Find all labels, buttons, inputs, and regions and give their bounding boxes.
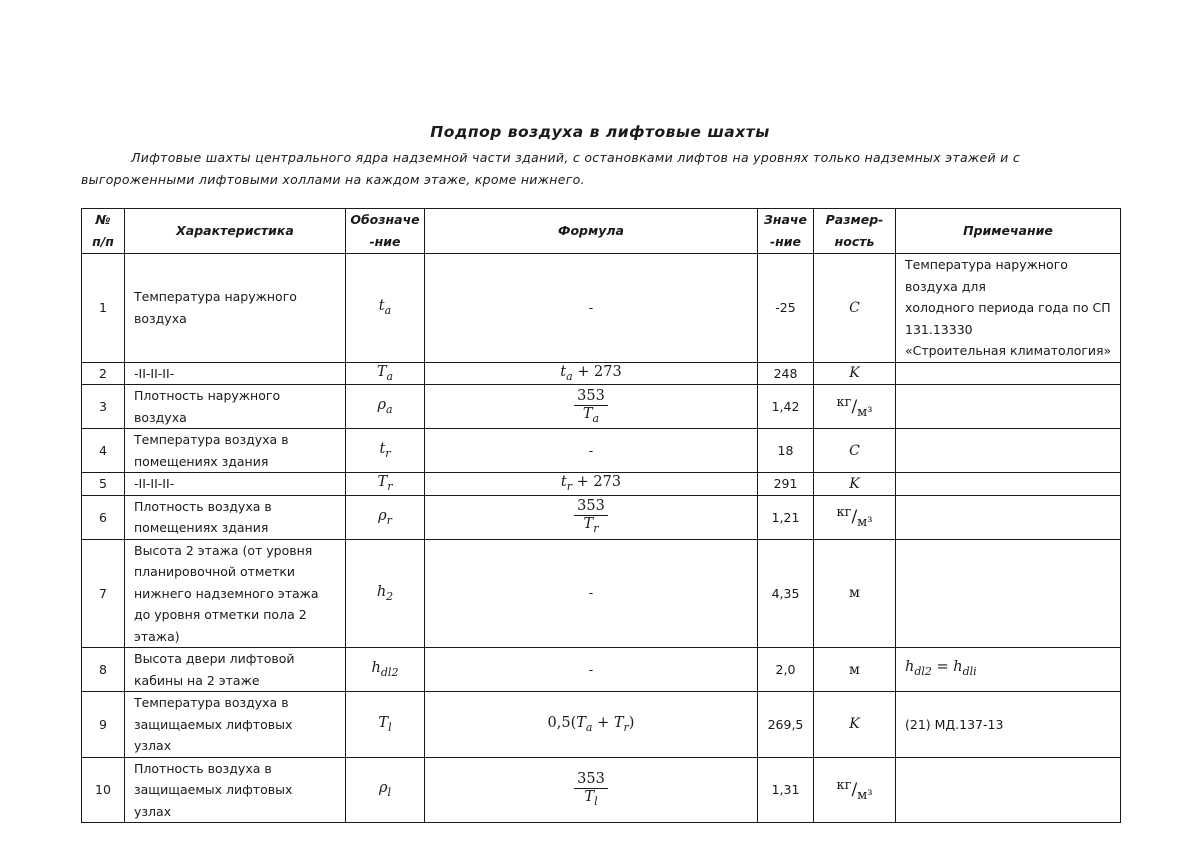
symbol-sub-text: l (388, 720, 392, 734)
formula-rest: + 273 (572, 474, 622, 491)
symbol-sub (385, 304, 392, 317)
symbol-sub-text: a (385, 402, 393, 416)
table-row (82, 473, 1121, 496)
row-number: 6 (99, 509, 107, 525)
cell-unit (814, 539, 896, 648)
table-row (82, 362, 1121, 385)
table-row (82, 648, 1121, 692)
cell-symbol (346, 362, 425, 385)
characteristic-line: Высота 2 этажа (от уровня (134, 542, 313, 558)
characteristic-line: Температура воздуха в (134, 695, 289, 710)
formula-text: - (588, 661, 594, 677)
cell-unit (814, 473, 896, 496)
unit-numerator: кг (836, 505, 852, 520)
cell-value (758, 692, 814, 758)
value-text: 1,31 (771, 782, 800, 798)
unit-text: C (849, 442, 860, 459)
unit-numerator: кг (836, 777, 852, 793)
cell-value (758, 539, 814, 648)
symbol-sub-text: r (386, 513, 392, 527)
fraction-numerator: 353 (574, 771, 608, 789)
symbol-sub (387, 370, 394, 383)
formula-fraction (574, 498, 608, 535)
formula-var-b-base: T (613, 714, 624, 731)
fraction-denominator-var-sub (593, 411, 600, 424)
formula-var-base: t (560, 363, 567, 380)
cell-symbol (346, 385, 425, 429)
symbol-base: h (376, 583, 387, 600)
cell-note (896, 692, 1121, 758)
symbol (378, 507, 392, 527)
formula-var (560, 363, 573, 383)
cell-value (758, 473, 814, 496)
cell-note (896, 362, 1121, 385)
header-note: Примечание (896, 209, 1121, 254)
formula-var-a-sub-text: a (585, 720, 593, 734)
formula-fraction (574, 388, 608, 425)
page-title: Подпор воздуха в лифтовые шахты (430, 123, 770, 141)
symbol (371, 660, 399, 679)
cell-characteristic (125, 429, 346, 473)
formula-operator: + (592, 714, 614, 731)
unit-density (836, 394, 873, 420)
value-text: 1,21 (771, 509, 800, 525)
value-text: -25 (775, 300, 796, 316)
cell-symbol (346, 692, 425, 758)
row-number: 1 (99, 300, 107, 316)
symbol (377, 474, 393, 494)
cell-unit (814, 495, 896, 539)
cell-symbol (346, 757, 425, 823)
symbol-sub (386, 590, 393, 603)
cell-formula (425, 692, 758, 758)
formula-var-a-base: T (576, 714, 586, 731)
row-number: 3 (99, 399, 107, 414)
unit-density (836, 505, 873, 530)
characteristic-line: -II-II-II- (134, 365, 175, 381)
characteristic-line: Плотность воздуха в (134, 760, 272, 776)
unit-text: м (849, 585, 860, 602)
cell-note (896, 473, 1121, 496)
symbol-sub-text: dl2 (380, 665, 399, 679)
value-text: 18 (777, 443, 794, 458)
unit-slash: / (851, 779, 858, 800)
fraction-denominator (574, 789, 608, 809)
note-equals: = (931, 658, 954, 675)
fraction-denominator-var-sub (593, 522, 598, 535)
characteristic-line: Плотность наружного (134, 388, 281, 403)
value-text: 4,35 (771, 585, 800, 601)
symbol-sub (381, 666, 399, 679)
table-row (82, 385, 1121, 429)
fraction-denominator-var-sub-text: a (592, 411, 600, 425)
cell-value (758, 362, 814, 385)
symbol-sub-text: l (387, 786, 392, 800)
formula-var (560, 474, 573, 494)
cell-value (758, 648, 814, 692)
cell-symbol (346, 648, 425, 692)
cell-formula (425, 473, 758, 496)
symbol (378, 714, 392, 734)
formula-operator: ) (628, 714, 635, 731)
fraction-denominator-var-base: T (583, 516, 594, 533)
cell-characteristic (125, 254, 346, 363)
note-rhs (953, 658, 977, 678)
intro-paragraph: Лифтовые шахты центрального ядра надземной части зданий, с остановками лифтов на уровнях только надземных этажей и с выгороженными лифтовыми холлами на каждом этаже, кроме нижнего. (81, 150, 1021, 187)
cell-note (896, 429, 1121, 473)
note-lhs-base: h (905, 658, 915, 675)
symbol (379, 441, 391, 460)
value-text: 291 (773, 476, 798, 492)
unit-denominator: м³ (857, 787, 873, 803)
row-number: 8 (99, 662, 107, 677)
header-unit: Размер- ность (814, 209, 896, 254)
cell-note (896, 495, 1121, 539)
cell-value (758, 429, 814, 473)
row-number: 10 (95, 782, 111, 798)
cell-formula (425, 362, 758, 385)
fraction-denominator-var-base: T (582, 405, 593, 422)
formula-text: - (588, 299, 594, 315)
symbol-sub (388, 786, 392, 799)
symbol-base: t (378, 298, 385, 315)
cell-characteristic (125, 539, 346, 648)
cell-value (758, 254, 814, 363)
note-lhs-sub-text: dl2 (914, 664, 932, 678)
formula-var-sub-text: r (566, 480, 573, 494)
note-rhs-sub (963, 665, 977, 678)
cell-unit (814, 757, 896, 823)
header-formula: Формула (425, 209, 758, 254)
cell-formula (425, 757, 758, 823)
cell-note (896, 385, 1121, 429)
cell-number (82, 385, 125, 429)
row-number: 5 (99, 476, 107, 492)
characteristic-line: Высота двери лифтовой (134, 651, 295, 666)
symbol-sub (387, 513, 392, 526)
symbol (378, 780, 392, 800)
unit-text: м (849, 661, 860, 678)
cell-unit (814, 362, 896, 385)
cell-note (896, 254, 1121, 363)
symbol (376, 583, 394, 603)
note-line: холодного периода года по СП 131.13330 (905, 300, 1111, 337)
cell-unit (814, 254, 896, 363)
fraction-denominator (574, 516, 608, 536)
symbol-base: h (371, 660, 381, 677)
cell-number (82, 648, 125, 692)
cell-characteristic (125, 757, 346, 823)
symbol-sub-text: r (387, 480, 393, 494)
symbol-base: T (378, 714, 389, 731)
parameters-table (81, 208, 1121, 823)
cell-number (82, 254, 125, 363)
cell-symbol (346, 495, 425, 539)
cell-symbol (346, 429, 425, 473)
characteristic-line: защищаемых лифтовых (134, 716, 293, 732)
header-symbol: Обозначе -ние (346, 209, 425, 254)
note-lhs-sub (914, 665, 932, 678)
cell-characteristic (125, 648, 346, 692)
formula-var-base: t (560, 474, 567, 491)
cell-formula (425, 254, 758, 363)
cell-value (758, 385, 814, 429)
cell-note (896, 648, 1121, 692)
formula-text: - (588, 585, 594, 601)
table-row (82, 495, 1121, 539)
characteristic-line: защищаемых лифтовых (134, 782, 293, 797)
row-number: 7 (99, 585, 107, 601)
fraction-denominator-var-sub-text: r (593, 521, 599, 535)
characteristic-line: нижнего надземного этажа (134, 585, 319, 601)
symbol (377, 397, 393, 416)
unit-numerator: кг (836, 394, 852, 410)
formula-var-b-sub-text: r (623, 720, 629, 734)
cell-number (82, 362, 125, 385)
note-line: «Строительная климатология» (905, 343, 1112, 358)
cell-formula (425, 539, 758, 648)
formula-operator: ( (570, 714, 577, 731)
table-row (82, 429, 1121, 473)
symbol-base: ρ (378, 507, 387, 524)
fraction-denominator-var-sub-text: l (594, 794, 598, 808)
fraction-denominator-var (583, 516, 599, 535)
characteristic-line: узлах (134, 738, 172, 753)
characteristic-line: кабины на 2 этаже (134, 672, 260, 688)
characteristic-line: планировочной отметки (134, 564, 296, 579)
characteristic-line: Температура наружного (134, 289, 297, 305)
cell-characteristic (125, 385, 346, 429)
characteristic-line: узлах (134, 803, 172, 819)
value-text: 1,42 (771, 399, 800, 414)
cell-value (758, 495, 814, 539)
unit-text: C (849, 299, 860, 316)
cell-note (896, 539, 1121, 648)
symbol-base: T (376, 363, 387, 380)
formula-sum (560, 363, 622, 383)
symbol-sub (386, 403, 393, 416)
fraction-denominator-var (584, 788, 598, 808)
row-number: 2 (99, 365, 107, 381)
cell-characteristic (125, 692, 346, 758)
symbol-base: ρ (377, 397, 386, 414)
symbol (376, 363, 394, 383)
symbol-base: ρ (378, 780, 388, 797)
unit-denominator: м³ (857, 404, 873, 420)
value-text: 248 (773, 365, 798, 381)
characteristic-line: Температура воздуха в (134, 432, 289, 447)
table-body (82, 254, 1121, 823)
cell-number (82, 692, 125, 758)
value-text: 269,5 (767, 716, 804, 732)
cell-note (896, 757, 1121, 823)
fraction-numerator: 353 (574, 498, 608, 516)
formula-mean (547, 714, 635, 734)
cell-symbol (346, 473, 425, 496)
cell-number (82, 473, 125, 496)
row-number: 4 (99, 443, 107, 458)
cell-value (758, 757, 814, 823)
symbol-sub (387, 480, 392, 493)
fraction-denominator-var (582, 405, 600, 425)
characteristic-line: -II-II-II- (134, 476, 175, 491)
unit-slash: / (851, 507, 858, 527)
characteristic-line: помещениях здания (134, 520, 269, 535)
symbol-base: T (377, 474, 388, 491)
symbol-sub-text: a (384, 304, 392, 318)
note-equation (905, 658, 977, 678)
note-line: (21) МД.137-13 (905, 716, 1004, 732)
symbol (378, 298, 392, 318)
header-number: № п/п (82, 209, 125, 254)
characteristic-line: помещениях здания (134, 453, 269, 469)
table-row (82, 539, 1121, 648)
cell-characteristic (125, 495, 346, 539)
cell-characteristic (125, 362, 346, 385)
unit-text: K (849, 716, 860, 733)
unit-slash: / (851, 396, 858, 417)
value-text: 2,0 (775, 662, 796, 677)
formula-var-sub-text: a (566, 369, 573, 383)
note-rhs-base: h (953, 658, 963, 675)
fraction-denominator (574, 406, 608, 426)
table-row (82, 692, 1121, 758)
cell-unit (814, 429, 896, 473)
note-line: Температура наружного воздуха для (905, 257, 1068, 294)
formula-fraction (574, 771, 608, 808)
characteristic-line: воздуха (134, 409, 187, 425)
note-rhs-sub-text: dli (962, 664, 977, 678)
unit-denominator: м³ (857, 515, 873, 530)
symbol-base: t (379, 441, 386, 458)
formula-sum (560, 474, 622, 494)
characteristic-line: Плотность воздуха в (134, 498, 272, 514)
cell-formula (425, 495, 758, 539)
cell-characteristic (125, 473, 346, 496)
cell-unit (814, 648, 896, 692)
formula-var-b (613, 714, 629, 734)
row-number: 9 (99, 716, 107, 732)
formula-coefficient: 0,5 (547, 714, 571, 731)
header-value: Значе -ние (758, 209, 814, 254)
cell-number (82, 757, 125, 823)
characteristic-line: воздуха (134, 310, 187, 326)
cell-formula (425, 648, 758, 692)
cell-formula (425, 429, 758, 473)
table-row (82, 254, 1121, 363)
cell-number (82, 539, 125, 648)
cell-formula (425, 385, 758, 429)
fraction-denominator-var-base: T (584, 788, 595, 805)
unit-text: K (849, 365, 860, 382)
cell-unit (814, 692, 896, 758)
unit-text: K (849, 475, 860, 492)
formula-rest: + 273 (572, 363, 622, 380)
symbol-sub-text: r (385, 446, 391, 460)
header-characteristic: Характеристика (125, 209, 346, 254)
cell-number (82, 429, 125, 473)
table-row (82, 757, 1121, 823)
note-lhs (905, 658, 932, 678)
fraction-denominator-var-sub (594, 795, 598, 808)
formula-text: - (588, 442, 594, 458)
symbol-sub-text: 2 (386, 589, 394, 603)
unit-density (836, 777, 873, 803)
formula-var-a (576, 714, 593, 734)
cell-symbol (346, 539, 425, 648)
symbol-sub (385, 447, 390, 460)
cell-unit (814, 385, 896, 429)
cell-symbol (346, 254, 425, 363)
symbol-sub-text: a (386, 369, 394, 383)
table-header-row (82, 209, 1121, 254)
characteristic-line: до уровня отметки пола 2 (134, 607, 307, 622)
cell-number (82, 495, 125, 539)
fraction-numerator: 353 (574, 388, 608, 406)
characteristic-line: этажа) (134, 628, 180, 644)
symbol-sub (388, 721, 392, 734)
